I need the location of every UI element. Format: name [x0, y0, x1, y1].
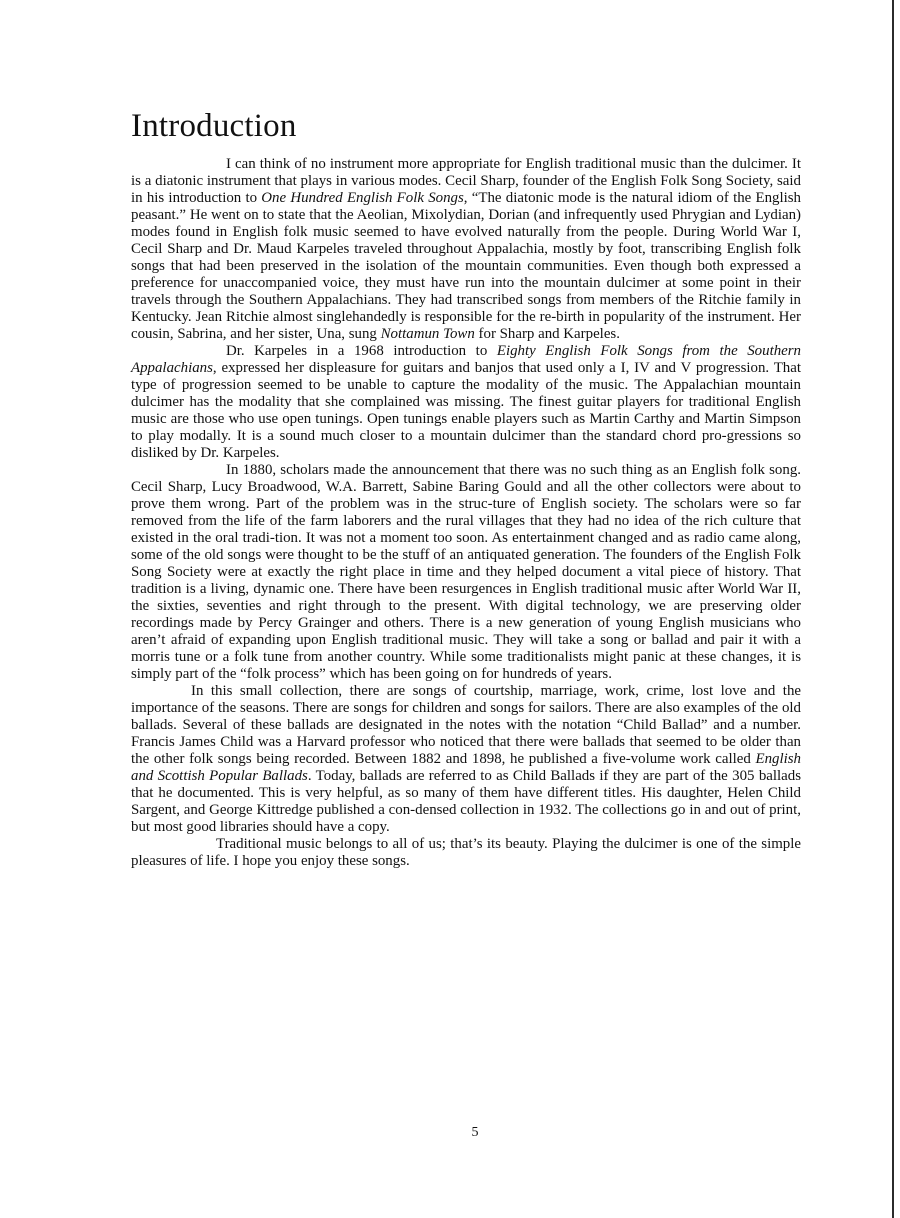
paragraph-1 [131, 156, 801, 343]
paragraph-2-text-b: , expressed her displeasure for guitars and banjos that used only a I, IV and V progression. That type of progression seemed to be unable to capture the modality of the music. The Appalachian mountain dulcimer has the modality that she complained was missing. The finest guitar players for traditional English music are those who use open tunings. Open tunings enable players such as Martin Carthy and Martin Simpson to play modally. It is a sound much closer to a mountain dulcimer than the standard chord pro-gressions so disliked by Dr. Karpeles. [131, 360, 801, 461]
introduction-body [131, 156, 801, 870]
paragraph-5-text: Traditional music belongs to all of us; that’s its beauty. Playing the dulcimer is one of the simple pleasures of life. I hope you enjoy these songs. [131, 836, 801, 869]
paragraph-2-text-a: Dr. Karpeles in a 1968 introduction to [226, 343, 497, 359]
page-title: Introduction [131, 108, 297, 144]
song-title-nottamun-town: Nottamun Town [380, 326, 475, 342]
book-title-eighty-english-folk-songs: Eighty English Folk Songs from the Southern Appalachians [131, 343, 802, 376]
paragraph-3 [131, 462, 801, 683]
paragraph-2 [131, 343, 801, 462]
paragraph-1-text-a: I can think of no instrument more appropriate for English traditional music than the dulcimer. It is a diatonic instrument that plays in various modes. Cecil Sharp, founder of the English Folk Song Society, said in his introduction to [131, 156, 801, 206]
paragraph-3-text: In 1880, scholars made the announcement that there was no such thing as an English folk song. Cecil Sharp, Lucy Broadwood, W.A. Barrett, Sabine Baring Gould and all the other collectors were about to prove them wrong. Part of the problem was in the struc-ture of English society. The scholars were so far removed from the life of the farm laborers and the rural villages that they had no idea of the rich culture that existed in the oral tradi-tion. It was not a moment too soon. As entertainment changed and as radio came along, some of the old songs were thought to be the stuff of an antiquated generation. The founders of the English Folk Song Society were at exactly the right place in time and they helped document a vital piece of history. That tradition is a living, dynamic one. There have been resurgences in English traditional music after World War II, the sixties, seventies and right through to the present. With digital technology, we are preserving older recordings made by Percy Grainger and others. There is a new generation of young English musicians who aren’t afraid of expanding upon English traditional music. They will take a song or ballad and pair it with a morris tune or a folk tune from another country. While some traditionalists might panic at these changes, it is simply part of the “folk process” which has been going on for hundreds of years. [131, 462, 801, 682]
book-title-one-hundred-english-folk-songs: One Hundred English Folk Songs [261, 190, 464, 206]
paragraph-1-text-c: for Sharp and Karpeles. [474, 326, 620, 342]
paragraph-1-text-b: , “The diatonic mode is the natural idiom of the English peasant.” He went on to state that the Aeolian, Mixolydian, Dorian (and infrequently used Phrygian and Lydian) modes found in English folk music seemed to have evolved naturally from the people. During World War I, Cecil Sharp and Dr. Maud Karpeles traveled throughout Appalachia, mostly by foot, transcribing English folk songs that had been preserved in the isolation of the mountain communities. Even though both expressed a preference for unaccompanied voice, they must have run into the mountain dulcimer at some point in their travels through the Southern Appalachians. They had transcribed songs from members of the Ritchie family in Kentucky. Jean Ritchie almost singlehandedly is responsible for the re-birth in popularity of the instrument. Her cousin, Sabrina, and her sister, Una, sung [131, 190, 801, 342]
paragraph-4-text-a: In this small collection, there are songs of courtship, marriage, work, crime, lost love and the importance of the seasons. There are songs for children and songs for sailors. There are also examples of the old ballads. Several of these ballads are designated in the notes with the notation “Child Ballad” and a number. Francis James Child was a Harvard professor who noticed that there were ballads that seemed to be older than the other folk songs being recorded. Between 1882 and 1898, he published a five-volume work called [131, 683, 801, 767]
page-number: 5 [471, 1125, 479, 1140]
paragraph-5 [131, 836, 801, 870]
book-title-english-and-scottish-popular-ballads: English and Scottish Popular Ballads [131, 751, 801, 784]
paragraph-4 [131, 683, 801, 836]
page-edge-rule [892, 0, 894, 1218]
paragraph-4-text-b: . Today, ballads are referred to as Child Ballads if they are part of the 305 ballads that he documented. This is very helpful, as so many of them have different titles. His daughter, Helen Child Sargent, and George Kittredge published a con-densed collection in 1932. The collections go in and out of print, but most good libraries should have a copy. [131, 768, 801, 835]
